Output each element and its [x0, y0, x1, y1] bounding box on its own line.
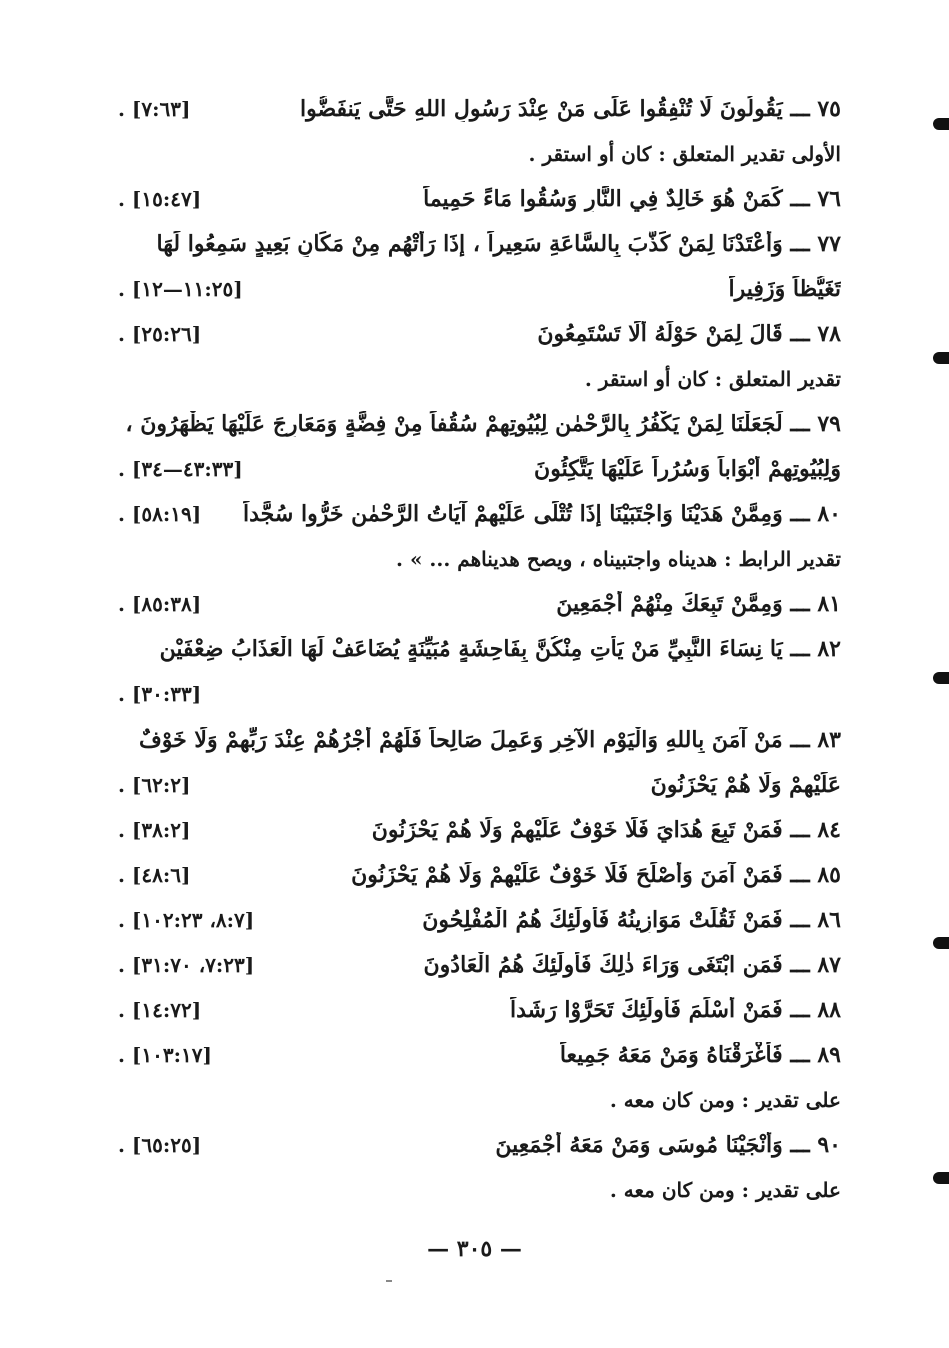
margin-mark — [933, 672, 949, 684]
verse-line-79 — [118, 401, 841, 446]
note-text: تقدير الرابط : هديناه واجتبيناه ، ويصح هديناهم ... » . — [396, 546, 841, 571]
verse-line-87 — [118, 942, 841, 987]
note-text: على تقدير : ومن كان معه . — [609, 1177, 841, 1202]
verse-line-82-cont — [118, 671, 841, 717]
verse-reference: [٣٠:٣٣] . — [118, 682, 202, 706]
verse-line-89 — [118, 1032, 841, 1077]
verse-text: ٧٦ ـــ كَمَنْ هُوَ خَالِدٌ فِي النَّارِ وَسُقُوا مَاءً حَمِيماً — [423, 185, 841, 212]
verse-line-84 — [118, 807, 841, 852]
verse-line-80 — [118, 491, 841, 536]
verse-line-81 — [118, 581, 841, 626]
verse-line-77-cont — [118, 266, 841, 311]
verse-text: ٨١ ـــ وَمِمَّنْ تَبِعَكَ مِنْهُمْ أَجْمَعِينَ — [556, 590, 841, 617]
note-line — [118, 356, 841, 401]
verse-reference: [١٥:٤٧] . — [118, 186, 202, 211]
note-text: على تقدير : ومن كان معه . — [609, 1087, 841, 1112]
verse-reference: [٨٥:٣٨] . — [118, 591, 202, 616]
verse-reference: [٤٨:٦] . — [118, 862, 191, 887]
verse-text: ٧٥ ـــ يَقُولُونَ لَا تُنْفِقُوا عَلَى مَنْ عِنْدَ رَسُولِ اللهِ حَتَّى يَنفَضُّوا — [299, 95, 841, 122]
verse-text: ٨٦ ـــ فَمَنْ ثَقُلَتْ مَوَازِينُهُ فَأُولَٰئِكَ هُمُ الْمُفْلِحُونَ — [422, 906, 841, 933]
verse-line-82 — [118, 626, 841, 671]
margin-mark — [933, 118, 949, 130]
page-body — [118, 86, 841, 1212]
verse-line-83 — [118, 717, 841, 762]
verse-line-77 — [118, 221, 841, 266]
verse-line-79-cont — [118, 446, 841, 491]
verse-reference: [٦٢:٢] . — [118, 772, 191, 797]
note-line — [118, 536, 841, 581]
verse-reference: [٨:٧، ١٠٢:٢٣] . — [118, 907, 255, 932]
verse-reference: [٣٨:٢] . — [118, 817, 191, 842]
verse-line-85 — [118, 852, 841, 897]
verse-reference: [٢٥:٢٦] . — [118, 321, 202, 346]
verse-reference: [٦٥:٢٥] . — [118, 1132, 202, 1157]
verse-text: ٧٨ ـــ قَالَ لِمَنْ حَوْلَهُ أَلَا تَسْتَمِعُونَ — [537, 320, 841, 347]
verse-line-75 — [118, 86, 841, 131]
scan-speck — [386, 1280, 392, 1282]
verse-reference: [١٤:٧٢] . — [118, 997, 202, 1022]
verse-line-76 — [118, 176, 841, 221]
verse-text: ٨٢ ـــ يَا نِسَاءَ النَّبِيِّ مَنْ يَأْتِ مِنْكُنَّ بِفَاحِشَةٍ مُبَيِّنَةٍ يُضَاعَفْ لَهَا الْعَذَابُ ضِعْفَيْنِ — [159, 635, 841, 662]
verse-text: ٨٣ ـــ مَنْ آمَنَ بِاللهِ وَالْيَوْمِ الآخِرِ وَعَمِلَ صَالِحاً فَلَهُمْ أَجْرُهُمْ عِنْدَ رَبِّهِمْ وَلَا خَوْفٌ — [138, 726, 841, 753]
verse-text: ٨٩ ـــ فَأَغْرَقْنَاهُ وَمَنْ مَعَهُ جَمِيعاً — [559, 1041, 841, 1068]
note-text: الأولى تقدير المتعلق : كان أو استقر . — [528, 141, 841, 166]
verse-text: وَلِبُيُوتِهِمْ أَبْوَاباً وَسُرُراً عَلَيْهَا يَتَّكِئُونَ — [534, 455, 841, 482]
verse-text: ٨٥ ـــ فَمَنْ آمَنَ وَأَصْلَحَ فَلَا خَوْفٌ عَلَيْهِمْ وَلَا هُمْ يَحْزَنُونَ — [351, 861, 841, 888]
note-line — [118, 131, 841, 176]
verse-reference: [١١:٢٥—١٢] . — [118, 276, 243, 301]
verse-reference: [٤٣:٣٣—٣٤] . — [118, 456, 243, 481]
verse-text: تَغَيُّظاً وَزَفِيراً — [728, 275, 841, 302]
page-number: — ٣٠٥ — — [427, 1236, 522, 1262]
verse-line-78 — [118, 311, 841, 356]
verse-text: عَلَيْهِمْ وَلَا هُمْ يَحْزَنُونَ — [650, 771, 841, 798]
margin-mark — [933, 937, 949, 949]
verse-reference: [٥٨:١٩] . — [118, 501, 202, 526]
verse-line-83-cont — [118, 762, 841, 807]
verse-text: ٨٤ ـــ فَمَنْ تَبِعَ هُدَايَ فَلَا خَوْفٌ عَلَيْهِمْ وَلَا هُمْ يَحْزَنُونَ — [371, 816, 841, 843]
verse-reference: [٧:٦٣] . — [118, 96, 191, 121]
verse-line-86 — [118, 897, 841, 942]
verse-text: ٧٩ ـــ لَجَعَلْنَا لِمَنْ يَكْفُرُ بِالرَّحْمٰنِ لِبُيُوتِهِمْ سُقُفاً مِنْ فِضَّةٍ وَمَعَارِجَ عَلَيْهَا يَظْهَرُونَ ، — [125, 410, 841, 437]
verse-text: ٧٧ ـــ وَأَعْتَدْنَا لِمَنْ كَذَّبَ بِالسَّاعَةِ سَعِيراً ، إِذَا رَأَتْهُم مِنْ مَكَانٍ بَعِيدٍ سَمِعُوا لَهَا — [156, 230, 841, 257]
verse-text: ٨٨ ـــ فَمَنْ أَسْلَمَ فَأُولَٰئِكَ تَحَرَّوْا رَشَداً — [509, 996, 841, 1023]
verse-text: ٨٠ ـــ وَمِمَّنْ هَدَيْنَا وَاجْتَبَيْنَا إِذَا تُتْلَى عَلَيْهِمْ آيَاتُ الرَّحْمٰنِ خَرُّوا سُجَّداً — [243, 500, 841, 527]
verse-text: ٩٠ ـــ وَأَنْجَيْنَا مُوسَى وَمَنْ مَعَهُ أَجْمَعِينَ — [495, 1131, 841, 1158]
note-line — [118, 1167, 841, 1212]
verse-reference: [١٠٣:١٧] . — [118, 1042, 212, 1067]
note-text: تقدير المتعلق : كان أو استقر . — [584, 366, 841, 391]
note-line — [118, 1077, 841, 1122]
verse-line-88 — [118, 987, 841, 1032]
margin-mark — [933, 352, 949, 364]
verse-reference: [٧:٢٣، ٣١:٧٠] . — [118, 952, 255, 977]
verse-text: ٨٧ ـــ فَمَنِ ابْتَغَى وَرَاءَ ذٰلِكَ فَأُولَٰئِكَ هُمُ الْعَادُونَ — [423, 951, 841, 978]
margin-mark — [933, 1172, 949, 1184]
verse-line-90 — [118, 1122, 841, 1167]
